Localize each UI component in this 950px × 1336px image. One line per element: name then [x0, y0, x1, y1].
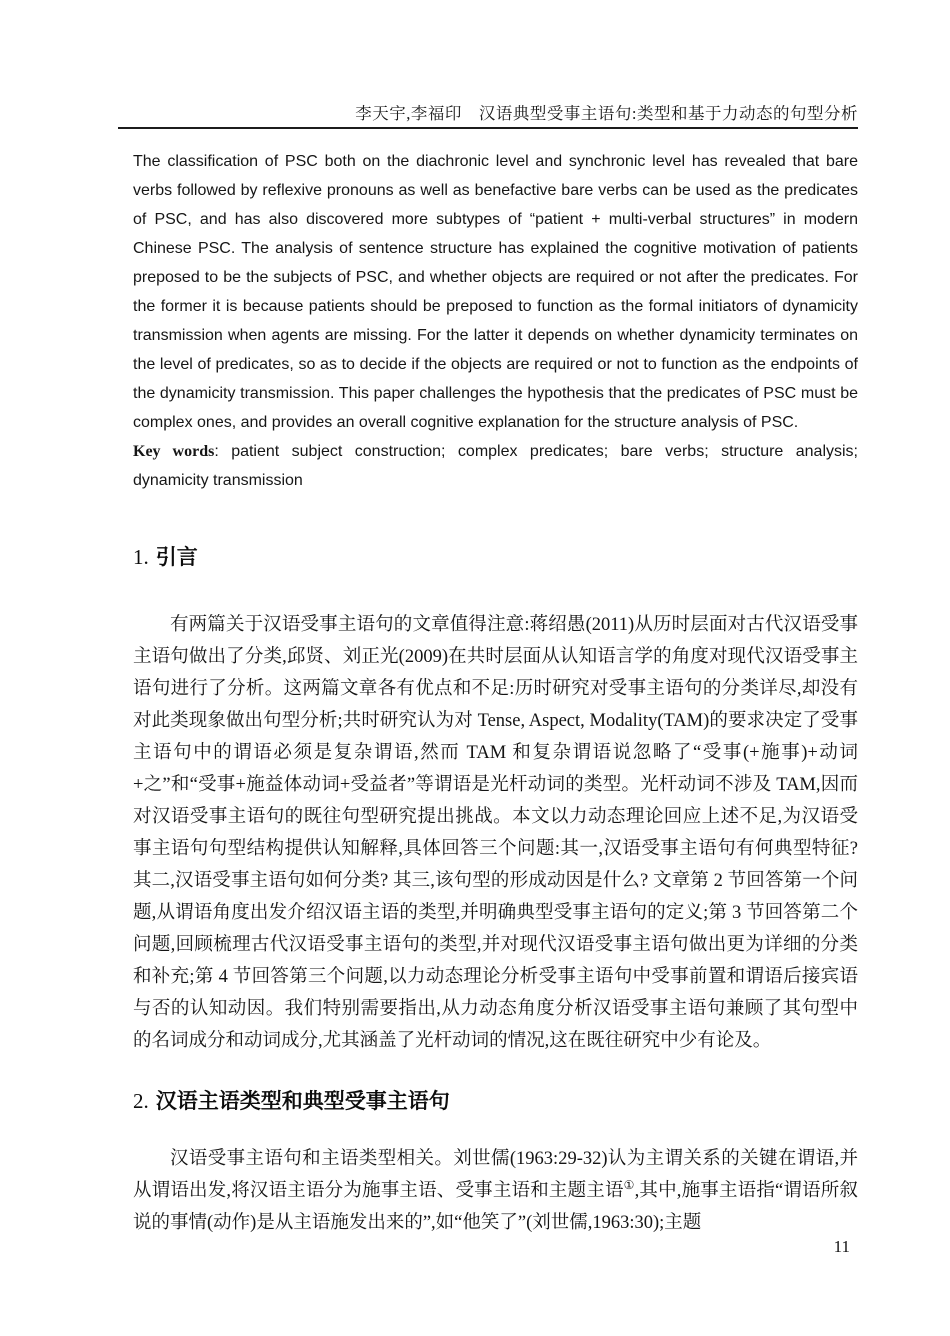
english-abstract: The classification of PSC both on the diachronic level and synchronic level has revealed that bare verbs followed by reflexive pronouns as well as benefactive bare verbs can be used as the predicates of PSC, and has also discovered more subtypes of “patient + multi-verbal structures” in modern Chinese PSC. The analysis of sentence structure has explained the cognitive motivation of patients preposed to be the subjects of PSC, and whether objects are required or not after the predicates. For the former it is because patients should be preposed to function as the formal initiators of dynamicity transmission when agents are missing. For the latter it depends on whether dynamicity terminates on the level of predicates, so as to decide if the objects are required or not to function as the endpoints of the dynamicity transmission. This paper challenges the hypothesis that the predicates of PSC must be complex ones, and provides an overall cognitive explanation for the structure analysis of PSC. — [133, 153, 858, 431]
section-2-paragraph-text: 汉语受事主语句和主语类型相关。刘世儒(1963:29-32)认为主谓关系的关键在谓语,并从谓语出发,将汉语主语分为施事主语、受事主语和主题主语 — [133, 1149, 858, 1201]
section-1-heading — [133, 542, 858, 573]
page-content — [133, 147, 858, 1239]
section-1-number: 1. — [133, 545, 149, 569]
header-rule — [118, 127, 858, 129]
keywords-list: patient subject construction; complex predicates; bare verbs; structure analysis; dynamicity transmission — [133, 443, 858, 489]
running-header-title: 李天宇,李福印 汉语典型受事主语句:类型和基于力动态的句型分析 — [355, 104, 858, 123]
page-number: 11 — [833, 1237, 850, 1256]
section-2-heading — [133, 1086, 858, 1117]
section-1-title: 引言 — [155, 546, 198, 569]
section-2-paragraph-text-continued: ,其中,施事主语指“谓语所叙说的事情(动作)是从主语施发出来的”,如“他笑了”(刘世儒,1963:30);主题 — [133, 1181, 858, 1233]
section-2-paragraph — [133, 1143, 858, 1239]
section-2-number: 2. — [133, 1089, 149, 1113]
keywords-colon: : — [214, 443, 232, 460]
keywords-label: Key words — [133, 443, 215, 460]
section-2-title: 汉语主语类型和典型受事主语句 — [155, 1090, 450, 1113]
section-1-paragraph: 有两篇关于汉语受事主语句的文章值得注意:蒋绍愚(2011)从历时层面对古代汉语受事主语句做出了分类,邱贤、刘正光(2009)在共时层面从认知语言学的角度对现代汉语受事主语句进行了分析。这两篇文章各有优点和不足:历时研究对受事主语句的分类详尽,却没有对此类现象做出句型分析;共时研究认为对 Tense, Aspect, Modality(TAM)的要求决定了受事主语句中的谓语必须是复杂谓语,然而 TAM 和复杂谓语说忽略了“受事(+施事)+动词+之”和“受事+施益体动词+受益者”等谓语是光杆动词的类型。光杆动词不涉及 TAM,因而对汉语受事主语句的既往句型研究提出挑战。本文以力动态理论回应上述不足,为汉语受事主语句句型结构提供认知解释,具体回答三个问题:其一,汉语受事主语句有何典型特征? 其二,汉语受事主语句如何分类? 其三,该句型的形成动因是什么? 文章第 2 节回答第一个问题,从谓语角度出发介绍汉语主语的类型,并明确典型受事主语句的定义;第 3 节回答第二个问题,回顾梳理古代汉语受事主语句的类型,并对现代汉语受事主语句做出更为详细的分类和补充;第 4 节回答第三个问题,以力动态理论分析受事主语句中受事前置和谓语后接宾语与否的认知动因。我们特别需要指出,从力动态角度分析汉语受事主语句兼顾了其句型中的名词成分和动词成分,尤其涵盖了光杆动词的情况,这在既往研究中少有论及。 — [133, 615, 858, 1051]
keywords-line — [133, 437, 858, 495]
footnote-marker: ① — [623, 1177, 635, 1192]
